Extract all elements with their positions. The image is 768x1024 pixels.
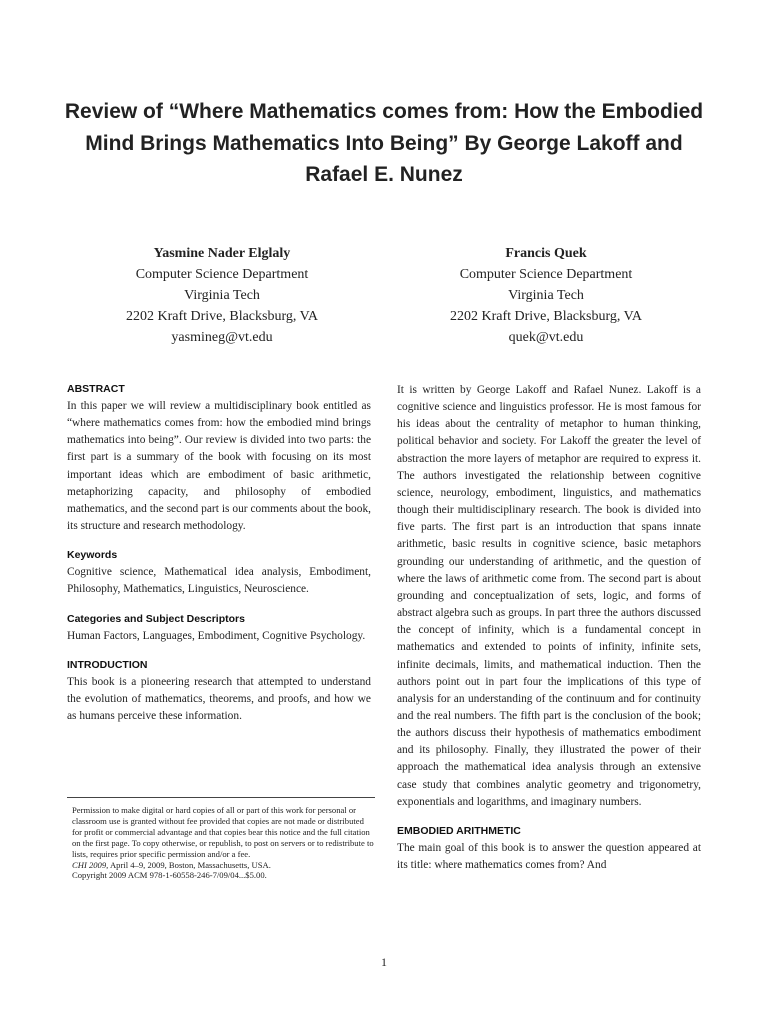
abstract-text: In this paper we will review a multidisciplinary book entitled as “where mathematics comes from: how the embodied mind brings mathematics into being”. Our review is divided into two parts: the first part is a summary of the book with focusing on its most important ideas which are embodiment of basic arithmetic, metaphorizing capacity, and philosophy of embodied mathematics, and the second part is our comments about the book, its structure and research methodology. — [67, 400, 371, 533]
embodied-arithmetic-section — [397, 824, 701, 874]
introduction-section — [67, 658, 371, 725]
author-department: Computer Science Department — [135, 267, 309, 282]
keywords-section — [67, 548, 371, 598]
author-address: 2202 Kraft Drive, Blacksburg, VA — [125, 309, 319, 324]
paper-title: Review of “Where Mathematics comes from: How the Embodied Mind Brings Mathematics Into Being” By George Lakoff and Rafael E. Nunez — [64, 100, 704, 186]
introduction-text: This book is a pioneering research that attempted to understand the evolution of mathematics, theorems, and proofs, and how we as humans perceive these information. — [67, 675, 371, 723]
permission-notice — [72, 805, 375, 881]
author-name: Yasmine Nader Elglaly — [153, 246, 291, 261]
embodied-arithmetic-text: The main goal of this book is to answer the question appeared at its title: where mathematics comes from? And — [397, 841, 701, 872]
permission-text: Permission to make digital or hard copies of all or part of this work for personal or classroom use is granted without fee provided that copies are not made or distributed for profit or commercial advantage and that copies bear this notice and the full citation on the first page. To copy otherwise, or republish, to post on servers or to redistribute to lists, requires prior specific permission and/or a fee. — [72, 805, 374, 859]
author-name: Francis Quek — [505, 246, 587, 261]
permission-divider — [67, 797, 375, 798]
introduction-heading: INTRODUCTION — [67, 658, 148, 671]
abstract-heading: ABSTRACT — [67, 383, 125, 395]
author-block-2 — [396, 243, 696, 348]
keywords-heading: Keywords — [67, 549, 118, 562]
embodied-arithmetic-heading: EMBODIED ARITHMETIC — [397, 824, 521, 837]
abstract-section — [67, 382, 371, 535]
keywords-text: Cognitive science, Mathematical idea analysis, Embodiment, Philosophy, Mathematics, Linguistics, Neuroscience. — [67, 566, 371, 596]
introduction-continued — [397, 382, 701, 811]
page-number: 1 — [381, 955, 387, 969]
author-email: yasmineg@vt.edu — [171, 330, 273, 345]
venue-line — [72, 860, 375, 871]
categories-text: Human Factors, Languages, Embodiment, Cognitive Psychology. — [67, 629, 366, 642]
categories-section — [67, 612, 371, 645]
author-department: Computer Science Department — [459, 267, 633, 282]
left-column — [67, 382, 371, 738]
venue-details: , April 4–9, 2009, Boston, Massachusetts, USA. — [106, 859, 271, 870]
copyright-line: Copyright 2009 ACM 978-1-60558-246-7/09/04...$5.00. — [72, 870, 267, 881]
introduction-continued-text: It is written by George Lakoff and Rafael Nunez. Lakoff is a cognitive science and linguistics professor. He is most famous for his ideas about the centrality of metaphor to human thinking, political behavior and society. For Lakoff the greater the level of abstraction the more layers of metaphor are required to express it. The authors investigated the relationship between cognitive science, neurology, embodiment, linguistics, and mathematics though their multidisciplinary research. The book is divided into five parts. The first part is an introduction that spans innate arithmetic, basic results in cognitive science, basic metaphors grounding our understanding of arithmetic, and the question of where the laws of arithmetic come from. The second part is about grounding and conceptualization of sets, logic, and forms of abstract algebra such as groups. In part three the authors discussed the concept of infinity, which is a fundamental concept in mathematics and extended to points of infinity, infinite sets, infinite decimals, limits, and mathematical induction. Then the authors point out in part four the implications of this type of analysis for an understanding of the continuum and for continuity and the real numbers. The fifth part is the conclusion of the book; the authors discuss their hypothesis of mathematics embodiment and its philosophy. Finally, they illustrated the power of their approach the mathematical idea analysis through an extensive case study that combines analytic geometry and trigonometry, exponentials and logarithms, and imaginary numbers. — [397, 384, 701, 808]
author-address: 2202 Kraft Drive, Blacksburg, VA — [449, 309, 643, 324]
categories-heading: Categories and Subject Descriptors — [67, 612, 245, 625]
author-institution: Virginia Tech — [184, 288, 260, 303]
venue-name: CHI 2009 — [72, 859, 107, 870]
author-block-1 — [72, 243, 372, 348]
author-institution: Virginia Tech — [508, 288, 584, 303]
right-column — [397, 382, 701, 887]
author-email: quek@vt.edu — [508, 330, 584, 345]
